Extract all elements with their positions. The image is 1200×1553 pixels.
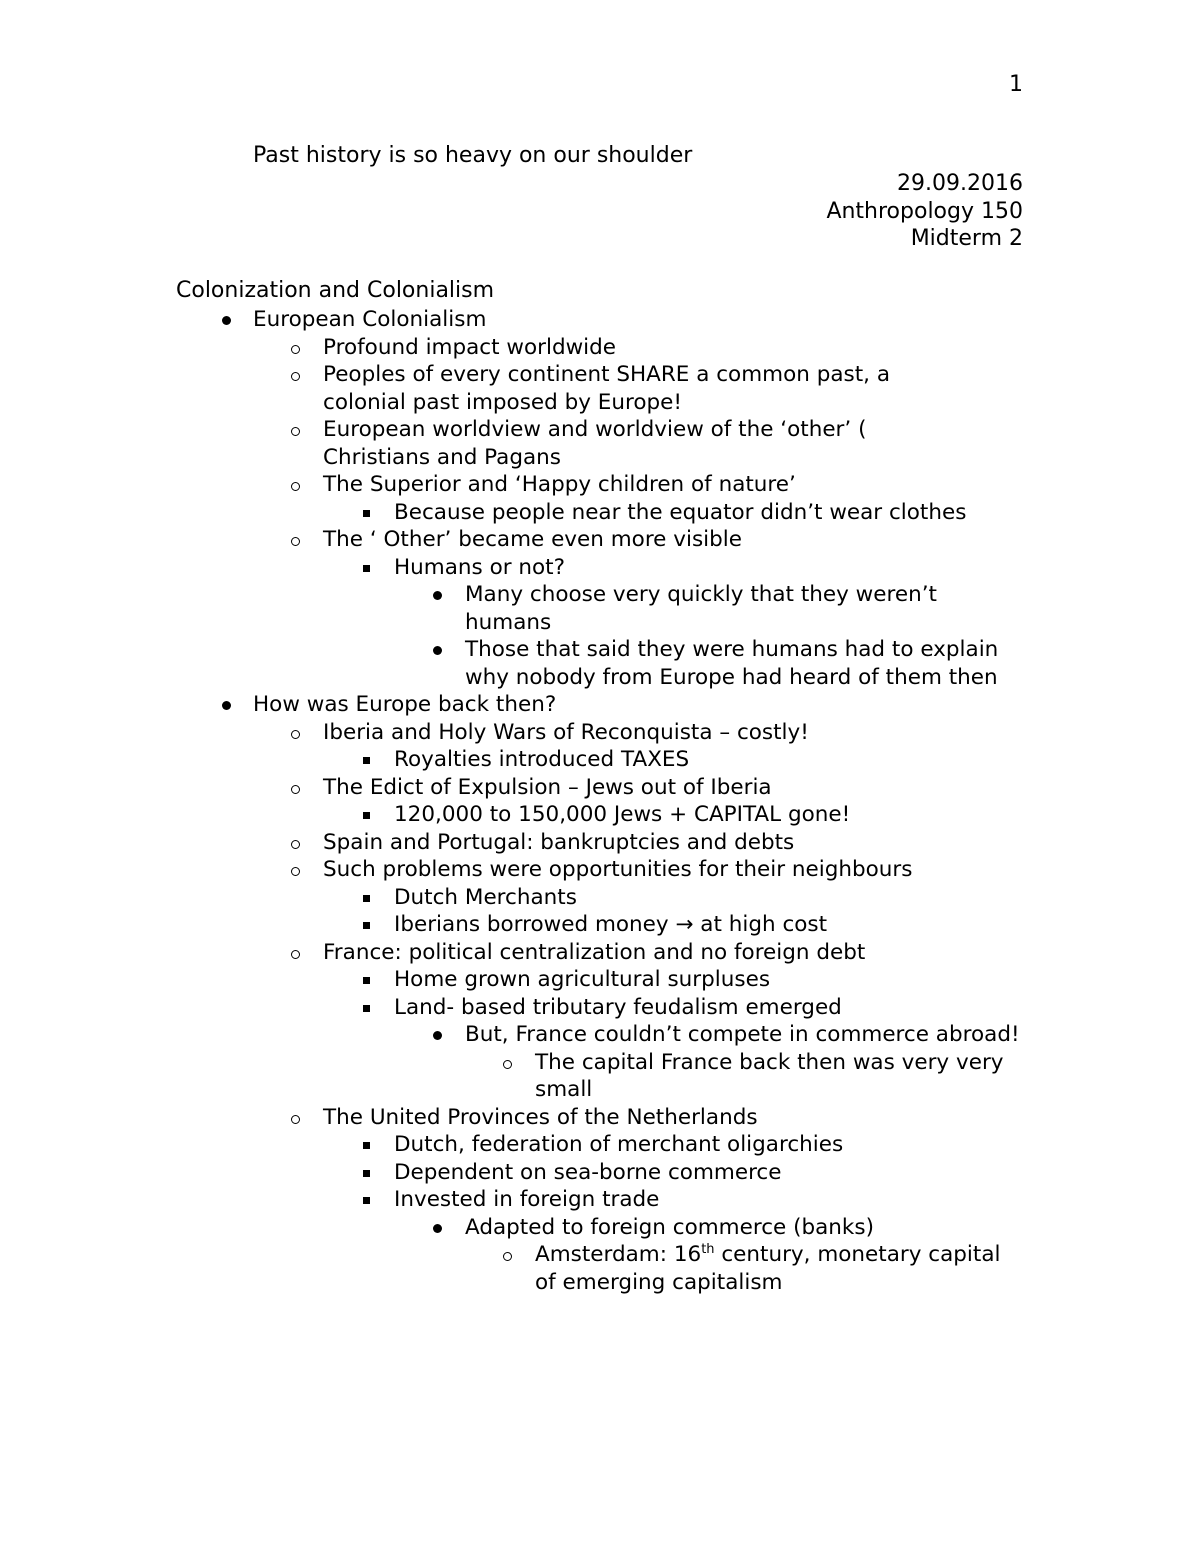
outline-list — [0, 306, 1200, 1296]
outline-item — [394, 994, 1034, 1022]
superscript: th — [701, 1241, 715, 1257]
outline-text-part: The capital France back then was very very small — [535, 1049, 1004, 1102]
outline-text-part: Iberia and Holy Wars of Reconquista – costly! — [323, 719, 809, 745]
square-bullet-icon — [356, 1159, 376, 1177]
outline-item-text — [465, 1215, 874, 1240]
outline-item-text — [323, 720, 809, 745]
outline-text-part: Those that said they were humans had to explain why nobody from Europe had heard of them then — [465, 637, 999, 690]
circle-bullet-icon — [285, 939, 305, 959]
outline-item — [535, 1241, 1005, 1296]
outline-item — [323, 829, 963, 857]
outline-item-text — [394, 912, 827, 937]
outline-text-part: Iberians borrowed money → at high cost — [394, 912, 828, 937]
outline-item — [394, 1186, 1034, 1214]
outline-item — [465, 636, 1025, 691]
header-date: 29.09.2016 — [897, 171, 1023, 196]
circle-bullet-icon — [497, 1049, 517, 1069]
square-bullet-icon — [356, 499, 376, 517]
outline-item — [465, 581, 1025, 636]
outline-text-part: Invested in foreign trade — [394, 1187, 660, 1212]
outline-text-part: Dutch, federation of merchant oligarchies — [394, 1132, 844, 1157]
outline-item — [465, 1214, 1025, 1242]
outline-text-part: The Superior and ‘Happy children of nature’ — [323, 472, 796, 497]
disc-bullet-icon — [216, 306, 236, 325]
outline-item-text — [323, 940, 865, 965]
circle-bullet-icon — [285, 526, 305, 546]
outline-text-part: How was Europe back then? — [253, 692, 557, 717]
outline-item-text — [253, 307, 486, 332]
outline-item — [253, 691, 953, 719]
outline-item — [394, 966, 1034, 994]
disc-bullet-icon — [427, 1021, 447, 1040]
outline-text-part: Home grown agricultural surpluses — [394, 967, 771, 992]
circle-bullet-icon — [285, 856, 305, 876]
outline-item-text — [394, 747, 689, 772]
square-bullet-icon — [356, 966, 376, 984]
outline-text-part: The ‘ Other’ became even more visible — [323, 527, 742, 552]
disc-bullet-icon — [216, 691, 236, 710]
circle-bullet-icon — [285, 334, 305, 354]
outline-item-text — [323, 472, 796, 497]
circle-bullet-icon — [285, 1104, 305, 1124]
outline-text-part: 120,000 to 150,000 Jews + CAPITAL gone! — [394, 802, 851, 827]
outline-text-part: Royalties introduced TAXES — [394, 747, 690, 772]
outline-item-text — [323, 830, 794, 855]
outline-text-part: Peoples of every continent SHARE a common past, a colonial past imposed by Europe! — [323, 362, 891, 415]
outline-text-part: Spain and Portugal: bankruptcies and debts — [323, 829, 795, 855]
outline-item — [394, 1131, 1034, 1159]
outline-text-part: Humans or not? — [394, 554, 566, 580]
outline-text-part: Amsterdam: 16 — [535, 1242, 702, 1267]
outline-item — [394, 801, 1034, 829]
square-bullet-icon — [356, 911, 376, 929]
outline-item — [394, 554, 1034, 582]
outline-item-text — [394, 1160, 781, 1185]
square-bullet-icon — [356, 801, 376, 819]
outline-text-part: Land- based tributary feudalism emerged — [394, 994, 842, 1020]
square-bullet-icon — [356, 884, 376, 902]
outline-text-part: Dependent on sea-borne commerce — [394, 1159, 782, 1185]
outline-item-text — [394, 802, 850, 827]
outline-item — [535, 1049, 1005, 1104]
outline-item — [323, 939, 963, 967]
header-course: Anthropology 150 — [826, 198, 1023, 224]
square-bullet-icon — [356, 1131, 376, 1149]
outline-text-part: European Colonialism — [253, 307, 487, 332]
square-bullet-icon — [356, 554, 376, 572]
outline-item — [394, 884, 1034, 912]
outline-item-text — [323, 362, 890, 415]
outline-item — [394, 746, 1034, 774]
outline-item-text — [394, 885, 577, 910]
document-title: Past history is so heavy on our shoulder — [253, 143, 693, 168]
outline-item — [323, 416, 963, 471]
outline-text-part: Profound impact worldwide — [323, 334, 617, 360]
outline-text-part: Dutch Merchants — [394, 884, 577, 910]
page-number: 1 — [1009, 72, 1023, 97]
circle-bullet-icon — [285, 829, 305, 849]
circle-bullet-icon — [285, 719, 305, 739]
header-exam: Midterm 2 — [910, 226, 1023, 251]
outline-item — [323, 719, 963, 747]
outline-text-part: century, monetary capital of emerging capitalism — [535, 1242, 1001, 1295]
outline-item-text — [323, 857, 912, 882]
circle-bullet-icon — [285, 416, 305, 436]
square-bullet-icon — [356, 1186, 376, 1204]
outline-text-part: European worldview and worldview of the ‘other’ ( Christians and Pagans — [323, 417, 867, 470]
outline-text-part: France: political centralization and no foreign debt — [323, 939, 866, 965]
header-info — [826, 170, 1023, 253]
outline-item-text — [253, 692, 556, 717]
outline-item-text — [394, 967, 770, 992]
outline-item-text — [323, 1105, 758, 1130]
disc-bullet-icon — [427, 581, 447, 600]
circle-bullet-icon — [497, 1241, 517, 1261]
outline-text-part: But, France couldn’t compete in commerce abroad! — [465, 1022, 1020, 1047]
outline-item — [465, 1021, 1025, 1049]
outline-text-part: The Edict of Expulsion – Jews out of Iberia — [323, 774, 772, 800]
outline-text-part: The United Provinces of the Netherlands — [323, 1104, 758, 1130]
section-heading: Colonization and Colonialism — [176, 278, 495, 303]
outline-text-part: Many choose very quickly that they weren’t humans — [465, 582, 937, 635]
outline-item-text — [323, 335, 616, 360]
outline-text-part: Such problems were opportunities for their neighbours — [323, 857, 913, 882]
outline-text-part: Adapted to foreign commerce (banks) — [465, 1214, 874, 1240]
outline-item-text — [394, 1132, 843, 1157]
outline-item — [394, 1159, 1034, 1187]
outline-item — [253, 306, 953, 334]
disc-bullet-icon — [427, 636, 447, 655]
circle-bullet-icon — [285, 361, 305, 381]
outline-item-text — [394, 995, 842, 1020]
outline-item-text — [465, 1022, 1020, 1047]
circle-bullet-icon — [285, 471, 305, 491]
outline-item-text — [323, 775, 772, 800]
outline-item-text — [323, 527, 742, 552]
outline-item — [323, 856, 963, 884]
outline-item-text — [394, 555, 565, 580]
outline-item — [323, 1104, 963, 1132]
square-bullet-icon — [356, 746, 376, 764]
outline-item-text — [465, 582, 937, 635]
disc-bullet-icon — [427, 1214, 447, 1233]
outline-item — [323, 774, 963, 802]
outline-item — [394, 499, 1034, 527]
outline-item — [323, 526, 963, 554]
outline-item — [323, 471, 963, 499]
outline-text-part: Because people near the equator didn’t wear clothes — [394, 499, 967, 525]
outline-item-text — [394, 500, 966, 525]
circle-bullet-icon — [285, 774, 305, 794]
outline-item-text — [535, 1242, 1000, 1295]
outline-item — [394, 911, 1034, 939]
outline-item-text — [323, 417, 866, 470]
outline-item — [323, 361, 963, 416]
outline-item-text — [465, 637, 998, 690]
outline-item-text — [394, 1187, 659, 1212]
outline-item — [323, 334, 963, 362]
outline-item-text — [535, 1050, 1004, 1103]
square-bullet-icon — [356, 994, 376, 1012]
